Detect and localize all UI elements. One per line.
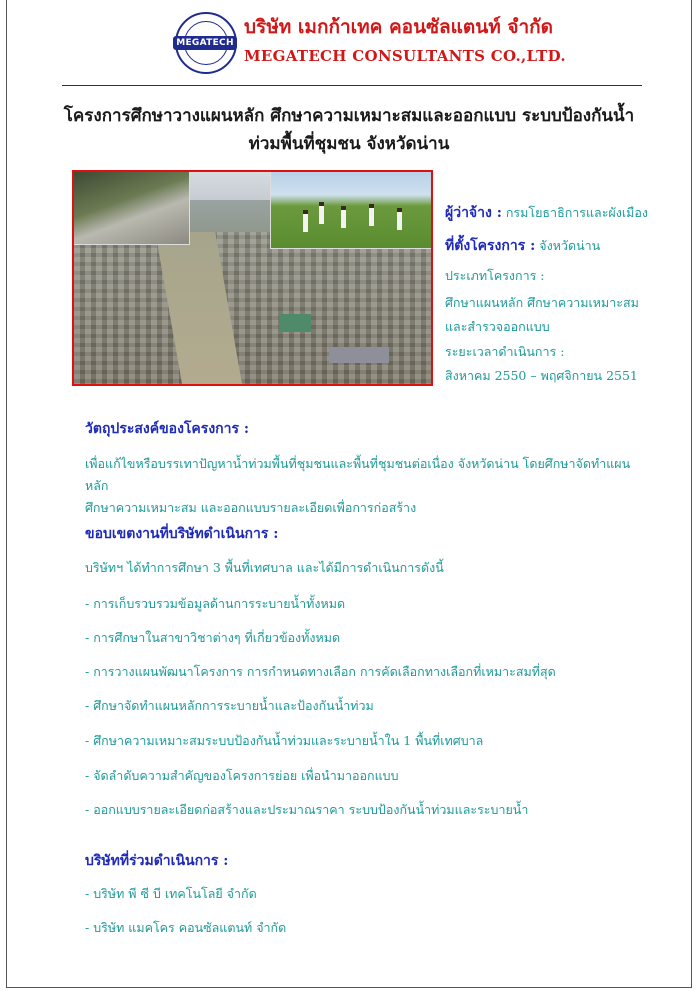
- photo-green-roof: [279, 314, 311, 332]
- period-value: สิงหาคม 2550 – พฤศจิกายน 2551: [445, 368, 638, 383]
- header-divider: [62, 85, 642, 86]
- employer-label: ผู้ว่าจ้าง :: [445, 205, 502, 221]
- scope-item: - การวางแผนพัฒนาโครงการ การกำหนดทางเลือก การคัดเลือกทางเลือกที่เหมาะสมที่สุด: [85, 664, 556, 679]
- project-photo: [72, 170, 433, 386]
- project-title-line-1: โครงการศึกษาวางแผนหลัก ศึกษาความเหมาะสมและออกแบบ ระบบป้องกันน้ำ: [63, 106, 635, 126]
- scope-item: - จัดลำดับความสำคัญของโครงการย่อย เพื่อนำมาออกแบบ: [85, 768, 399, 783]
- scope-intro: บริษัทฯ ได้ทำการศึกษา 3 พื้นที่เทศบาล และได้มีการดำเนินการดังนี้: [85, 560, 444, 575]
- project-type-line-2: และสำรวจออกแบบ: [445, 319, 550, 334]
- objective-line-2: ศึกษาความเหมาะสม และออกแบบรายละเอียดเพื่อการก่อสร้าง: [85, 500, 417, 515]
- scope-item: - การเก็บรวบรวมข้อมูลด้านการระบายน้ำทั้งหมด: [85, 596, 346, 611]
- company-name-english: MEGATECH CONSULTANTS CO.,LTD.: [244, 47, 566, 65]
- megatech-logo: [175, 12, 237, 74]
- scope-item: - ศึกษาความเหมาะสมระบบป้องกันน้ำท่วมและระบายน้ำใน 1 พื้นที่เทศบาล: [85, 733, 484, 748]
- objective-heading: วัตถุประสงค์ของโครงการ :: [85, 421, 250, 437]
- period-label: ระยะเวลาดำเนินการ :: [445, 344, 565, 359]
- photo-person: [303, 210, 308, 232]
- photo-inset-survey-team: [270, 172, 432, 249]
- company-name-thai: บริษัท เมกก้าเทค คอนซัลแตนท์ จำกัด: [244, 16, 553, 38]
- objective-text: [85, 453, 645, 519]
- photo-person: [397, 208, 402, 230]
- scope-heading: ขอบเขตงานที่บริษัทดำเนินการ :: [85, 526, 279, 542]
- photo-person: [369, 204, 374, 226]
- project-title-line-2: ท่วมพื้นที่ชุมชน จังหวัดน่าน: [248, 134, 450, 154]
- scope-item: - การศึกษาในสาขาวิชาต่างๆ ที่เกี่ยวข้องทั้งหมด: [85, 630, 341, 645]
- objective-line-1: เพื่อแก้ไขหรือบรรเทาปัญหาน้ำท่วมพื้นที่ชุมชนและพื้นที่ชุมชนต่อเนื่อง จังหวัดน่าน โดยศึกษาจัดทำแผนหลัก: [85, 456, 631, 493]
- project-title: [40, 102, 658, 158]
- partners-heading: บริษัทที่ร่วมดำเนินการ :: [85, 853, 229, 869]
- photo-grey-roof: [329, 347, 389, 363]
- partner-item: - บริษัท พี ซี บี เทคโนโลยี จำกัด: [85, 886, 257, 901]
- project-type-label: ประเภทโครงการ :: [445, 268, 545, 283]
- location-label: ที่ตั้งโครงการ :: [445, 238, 536, 254]
- photo-person: [341, 206, 346, 228]
- project-type-line-1: ศึกษาแผนหลัก ศึกษาความเหมาะสม: [445, 295, 639, 310]
- scope-item: - ออกแบบรายละเอียดก่อสร้างและประมาณราคา ระบบป้องกันน้ำท่วมและระบายน้ำ: [85, 802, 529, 817]
- partner-item: - บริษัท แมคโคร คอนซัลแตนท์ จำกัด: [85, 920, 287, 935]
- employer-row: [445, 202, 648, 224]
- employer-value: กรมโยธาธิการและผังเมือง: [505, 205, 648, 220]
- location-value: จังหวัดน่าน: [539, 238, 601, 253]
- scope-item: - ศึกษาจัดทำแผนหลักการระบายน้ำและป้องกันน้ำท่วม: [85, 698, 374, 713]
- location-row: [445, 235, 600, 257]
- photo-person: [319, 202, 324, 224]
- logo-band: MEGATECH: [173, 36, 237, 50]
- photo-inset-riverside-walkway: [74, 172, 190, 245]
